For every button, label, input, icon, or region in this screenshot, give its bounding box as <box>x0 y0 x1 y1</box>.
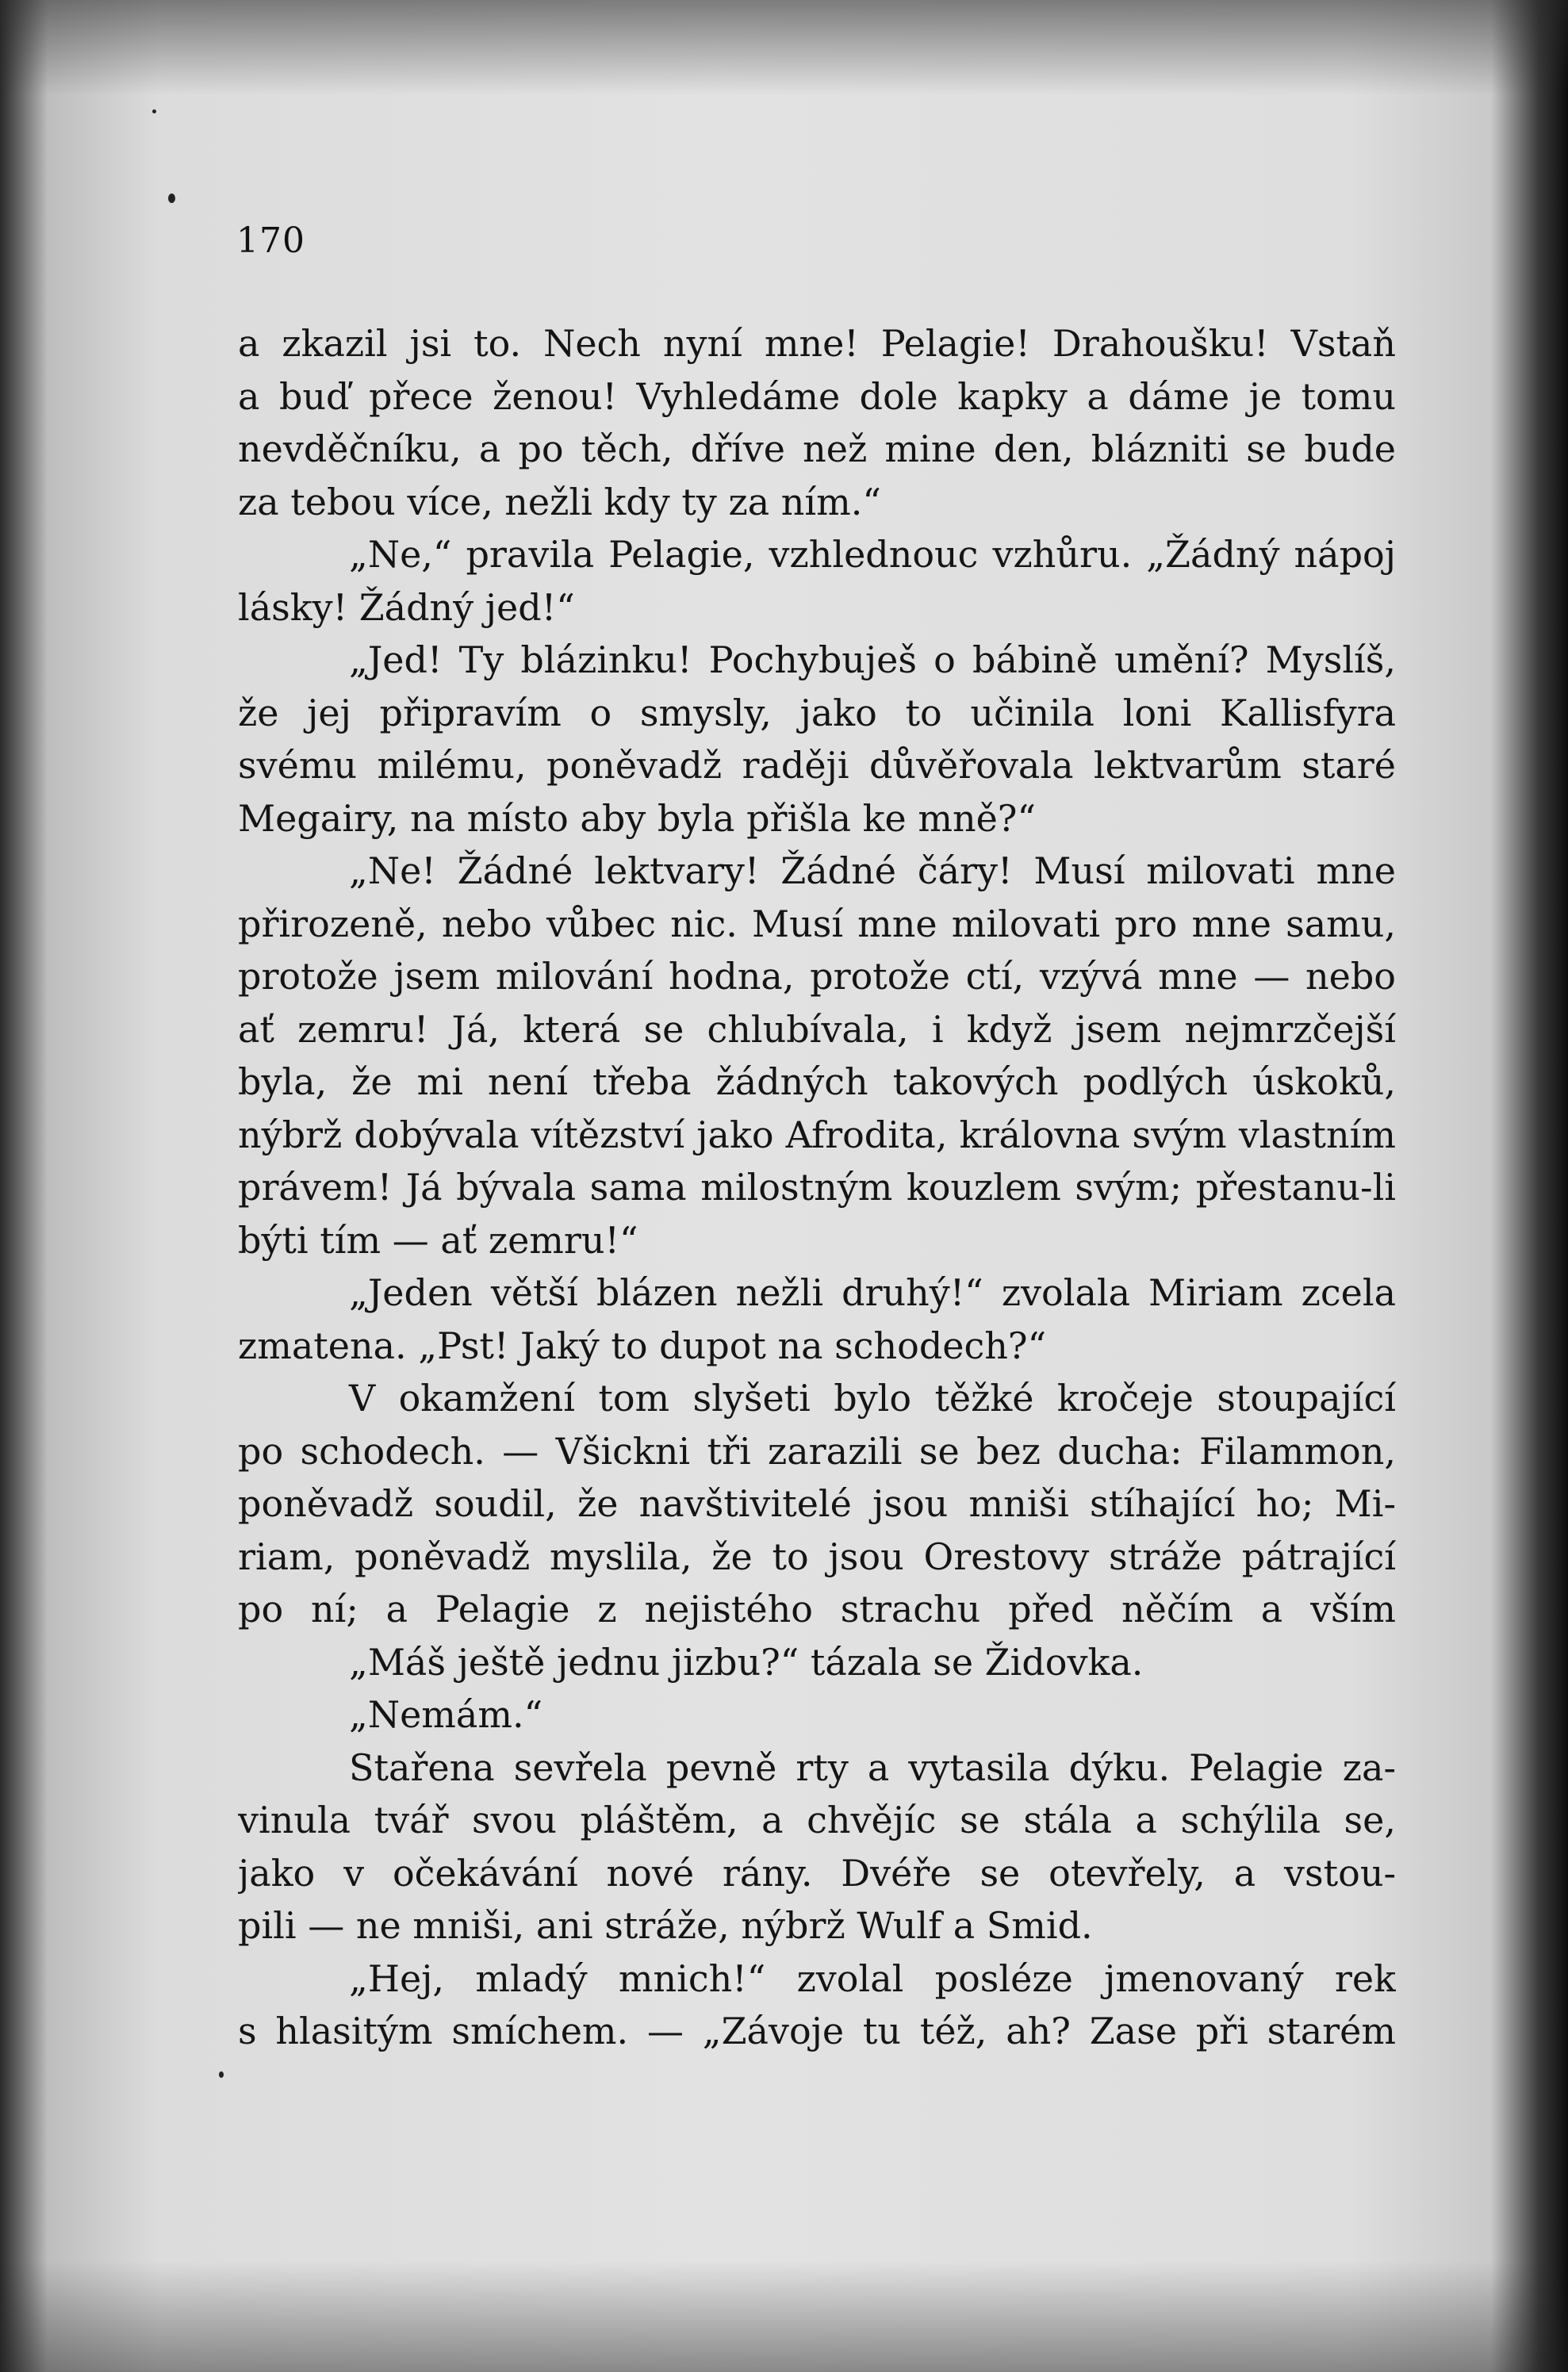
text-line: zmatena. „Pst! Jaký to dupot na schodech?“ <box>238 1324 1047 1367</box>
text-line: po ní; a Pelagie z nejistého strachu před něčím a vším <box>238 1588 1396 1631</box>
text-line: „Hej, mladý mnich!“ zvolal posléze jmenovaný rek <box>349 1956 1396 2000</box>
text-line: „Jeden větší blázen nežli druhý!“ zvolala Miriam zcela <box>349 1271 1396 1314</box>
text-line: Stařena sevřela pevně rty a vytasila dýku. Pelagie za- <box>349 1745 1396 1789</box>
text-line: V okamžení tom slyšeti bylo těžké kročeje stoupající <box>349 1377 1396 1420</box>
body-text <box>238 317 1396 2058</box>
text-line: býti tím — ať zemru!“ <box>238 1218 638 1262</box>
text-line: protože jsem milování hodna, protože ctí, vzývá mne — nebo <box>238 955 1396 998</box>
scan-speck <box>168 194 175 203</box>
text-line: a zkazil jsi to. Nech nyní mne! Pelagie! Drahoušku! Vstaň <box>238 322 1396 365</box>
text-line: „Nemám.“ <box>349 1693 543 1736</box>
text-line: lásky! Žádný jed!“ <box>238 585 575 629</box>
text-line: právem! Já bývala sama milostným kouzlem svým; přestanu-li <box>238 1166 1396 1209</box>
text-line: poněvadž soudil, že navštivitelé jsou mniši stíhající ho; Mi- <box>238 1482 1396 1525</box>
page-number: 170 <box>236 220 305 261</box>
text-line: že jej připravím o smysly, jako to učinila loni Kallisfyra <box>238 691 1396 734</box>
text-line: ať zemru! Já, která se chlubívala, i když jsem nejmrzčejší <box>238 1007 1396 1051</box>
text-line: „Ne,“ pravila Pelagie, vzhlednouc vzhůru. „Žádný nápoj <box>349 533 1396 576</box>
text-line: za tebou více, nežli kdy ty za ním.“ <box>238 480 881 523</box>
text-line: vinula tvář svou pláštěm, a chvějíc se stála a schýlila se, <box>238 1799 1396 1841</box>
text-line: nevděčníku, a po těch, dříve než mine den, blázniti se bude <box>238 427 1396 470</box>
text-line: Megairy, na místo aby byla přišla ke mně?“ <box>238 796 1036 840</box>
text-line: přirozeně, nebo vůbec nic. Musí mne milovati pro mne samu, <box>238 902 1396 945</box>
text-line: pili — ne mniši, ani stráže, nýbrž Wulf a Smid. <box>238 1904 1093 1947</box>
text-line: riam, poněvadž myslila, že to jsou Orestovy stráže pátrající <box>238 1535 1396 1578</box>
scan-shadow-top <box>0 0 1568 95</box>
scan-speck <box>152 109 156 113</box>
text-line: byla, že mi není třeba žádných takových podlých úskoků, <box>238 1060 1396 1103</box>
text-line: „Ne! Žádné lektvary! Žádné čáry! Musí milovati mne <box>349 849 1396 892</box>
text-line: a buď přece ženou! Vyhledáme dole kapky a dáme je tomu <box>238 374 1396 418</box>
text-line: svému milému, poněvadž raději důvěřovala lektvarům staré <box>238 744 1396 787</box>
text-line: „Jed! Ty blázinku! Pochybuješ o bábině umění? Myslíš, <box>349 638 1396 681</box>
scan-speck <box>219 2071 224 2078</box>
text-line: po schodech. — Všickni tři zarazili se bez ducha: Filammon, <box>238 1429 1396 1473</box>
text-line: nýbrž dobývala vítězství jako Afrodita, královna svým vlastním <box>238 1113 1396 1156</box>
text-line: jako v očekávání nové rány. Dvéře se otevřely, a vstou- <box>238 1851 1396 1895</box>
text-line: s hlasitým smíchem. — „Závoje tu též, ah? Zase při starém <box>238 2010 1396 2052</box>
scan-shadow-bottom <box>0 2261 1568 2372</box>
text-line: „Máš ještě jednu jizbu?“ tázala se Židovka. <box>349 1640 1144 1684</box>
